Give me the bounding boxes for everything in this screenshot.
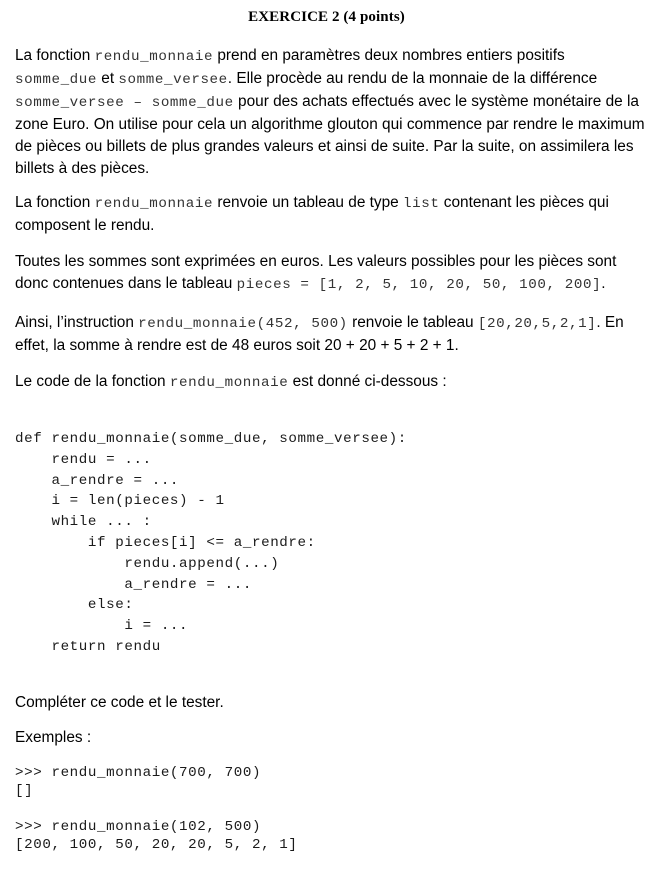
intro-text-4: . Elle procède au rendu de la monnaie de la différence — [227, 70, 598, 87]
intro-text-1: La fonction — [15, 47, 95, 64]
intro-text-3: et — [97, 70, 119, 87]
return-type-paragraph — [15, 192, 645, 237]
pieces-text-1: Toutes les sommes sont exprimées en euros. Les valeurs possibles pour les pièces sont donc contenues dans le tableau — [15, 253, 617, 292]
intro-text-2: prend en paramètres deux nombres entiers positifs — [213, 47, 565, 64]
code-intro-text-1: Le code de la fonction — [15, 373, 170, 390]
code-intro-paragraph — [15, 371, 645, 394]
pieces-paragraph — [15, 251, 645, 296]
instruction-text-1: Ainsi, l’instruction — [15, 314, 139, 331]
return-text-3: contenant les pièces qui composent le rendu. — [15, 194, 609, 234]
instruction-text-2: renvoie le tableau — [347, 314, 478, 331]
exercise-title: EXERCICE 2 (4 points) — [248, 9, 405, 25]
intro-text-5: pour des achats effectués avec le système monétaire de la zone Euro. On utilise pour cela un algorithme glouton qui commence par rendre le maximum de pièces ou billets de plus grandes valeurs et ainsi de suite. Par la suite, on assimilera les billets à des pièces. — [15, 93, 645, 177]
function-name-code: rendu_monnaie — [169, 375, 289, 391]
difference-expression-code: somme_versee – somme_due — [15, 95, 234, 111]
list-type-code: list — [403, 196, 440, 212]
code-intro-text-2: est donné ci-dessous : — [288, 373, 447, 390]
pieces-text-2: . — [601, 275, 606, 292]
instruction-result-code: [20,20,5,2,1] — [477, 316, 597, 332]
function-code-block: def rendu_monnaie(somme_due, somme_versee): rendu = ... a_rendre = ... i = len(pieces) - 1 while ... : if pieces[i] <= a_rendre: rendu.append(...) a_rendre = ... else: i = ... return rendu — [15, 431, 407, 655]
param-somme-versee-code: somme_versee — [118, 72, 228, 88]
example-instruction-paragraph — [15, 312, 645, 357]
function-name-code: rendu_monnaie — [94, 196, 214, 212]
instruction-text-3: . En effet, la somme à rendre est de 48 euros soit 20 + 20 + 5 + 2 + 1. — [15, 314, 624, 354]
example-1-block: >>> rendu_monnaie(700, 700) [] — [15, 765, 262, 799]
return-text-2: renvoie un tableau de type — [213, 194, 404, 211]
instruction-call-code: rendu_monnaie(452, 500) — [138, 316, 348, 332]
function-name-code: rendu_monnaie — [94, 49, 214, 65]
pieces-array-code: pieces = [1, 2, 5, 10, 20, 50, 100, 200] — [236, 277, 602, 293]
instruction-complete: Compléter ce code et le tester. — [15, 694, 224, 711]
example-2-block: >>> rendu_monnaie(102, 500) [200, 100, 50, 20, 20, 5, 2, 1] — [15, 819, 298, 853]
intro-paragraph — [15, 45, 645, 180]
examples-heading: Exemples : — [15, 729, 92, 746]
return-text-1: La fonction — [15, 194, 95, 211]
param-somme-due-code: somme_due — [15, 72, 98, 88]
